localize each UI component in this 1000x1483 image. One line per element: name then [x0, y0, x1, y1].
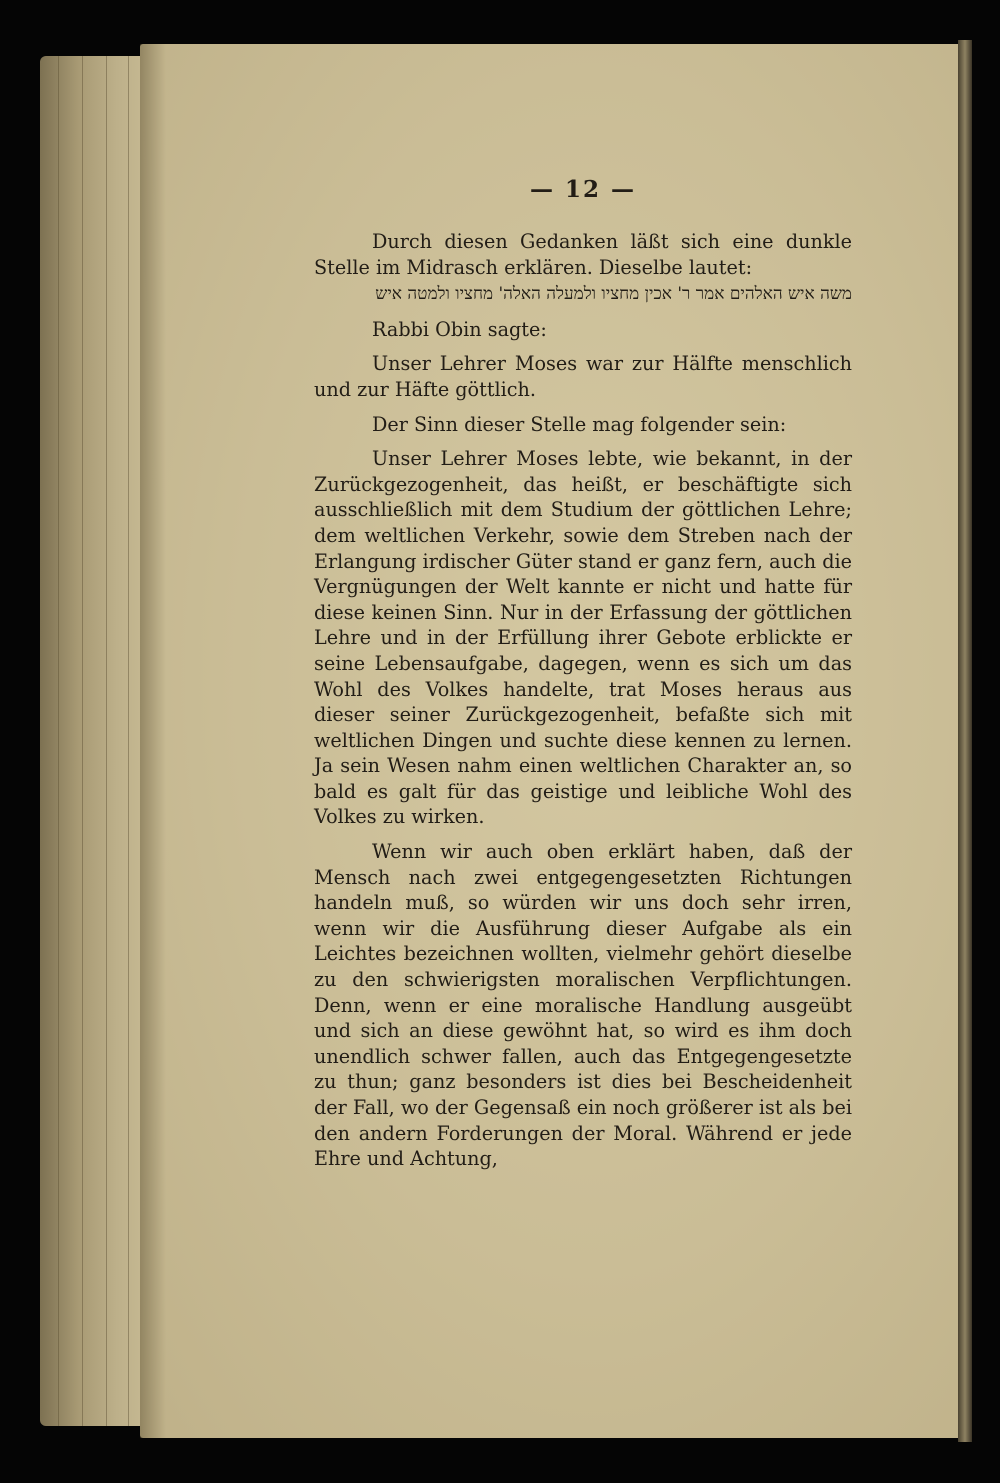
gutter-shadow	[140, 44, 166, 1438]
page-edge-stack	[40, 56, 150, 1426]
paragraph-intro: Durch diesen Gedanken läßt sich eine dunkle Stelle im Midrasch erklären. Dieselbe lautet:	[314, 230, 852, 279]
paragraph-meaning: Der Sinn dieser Stelle mag folgender sein:	[372, 412, 787, 436]
page-content	[314, 176, 852, 1172]
page-number: — 12 —	[529, 176, 637, 203]
paragraph-moses: Unser Lehrer Moses lebte, wie bekannt, in der Zurückgezogenheit, das heißt, er beschäftigte sich ausschließlich mit dem Studium der göttlichen Lehre; dem weltlichen Verkehr, sowie dem Streben nach der Erlangung irdischer Güter stand er ganz fern, auch die Vergnügungen der Welt kannte er nicht und hatte für diese keinen Sinn. Nur in der Erfassung der göttlichen Lehre und in der Erfüllung ihrer Gebote erblickte er seine Lebensaufgabe, dagegen, wenn es sich um das Wohl des Volkes handelte, trat Moses heraus aus dieser seiner Zurückgezogenheit, befaßte sich mit weltlichen Dingen und suchte diese kennen zu lernen. Ja sein Wesen nahm einen weltlichen Charakter an, so bald es galt für das geistige und leibliche Wohl des Volkes zu wirken.	[314, 447, 852, 829]
paragraph-quote-translation: Unser Lehrer Moses war zur Hälfte menschlich und zur Häfte göttlich.	[314, 352, 852, 401]
paragraph-rabbi: Rabbi Obin sagte:	[372, 317, 547, 341]
hebrew-quote: משה איש האלהים אמר ר' אכין מחציו ולמעלה האלה' מחציו ולמטה איש	[375, 284, 852, 305]
facing-page-edge	[958, 40, 972, 1442]
paragraph-morality: Wenn wir auch oben erklärt haben, daß der Mensch nach zwei entgegengesetzten Richtungen handeln muß, so würden wir uns doch sehr irren, wenn wir die Ausführung dieser Aufgabe als ein Leichtes bezeichnen wollten, vielmehr gehört dieselbe zu den schwierigsten moralischen Verpflichtungen. Denn, wenn er eine moralische Handlung ausgeübt und sich an diese gewöhnt hat, so wird es ihm doch unendlich schwer fallen, auch das Entgegengesetzte zu thun; ganz besonders ist dies bei Bescheidenheit der Fall, wo der Gegensaß ein noch größerer ist als bei den andern Forderungen der Moral. Während er jede Ehre und Achtung,	[314, 840, 852, 1171]
